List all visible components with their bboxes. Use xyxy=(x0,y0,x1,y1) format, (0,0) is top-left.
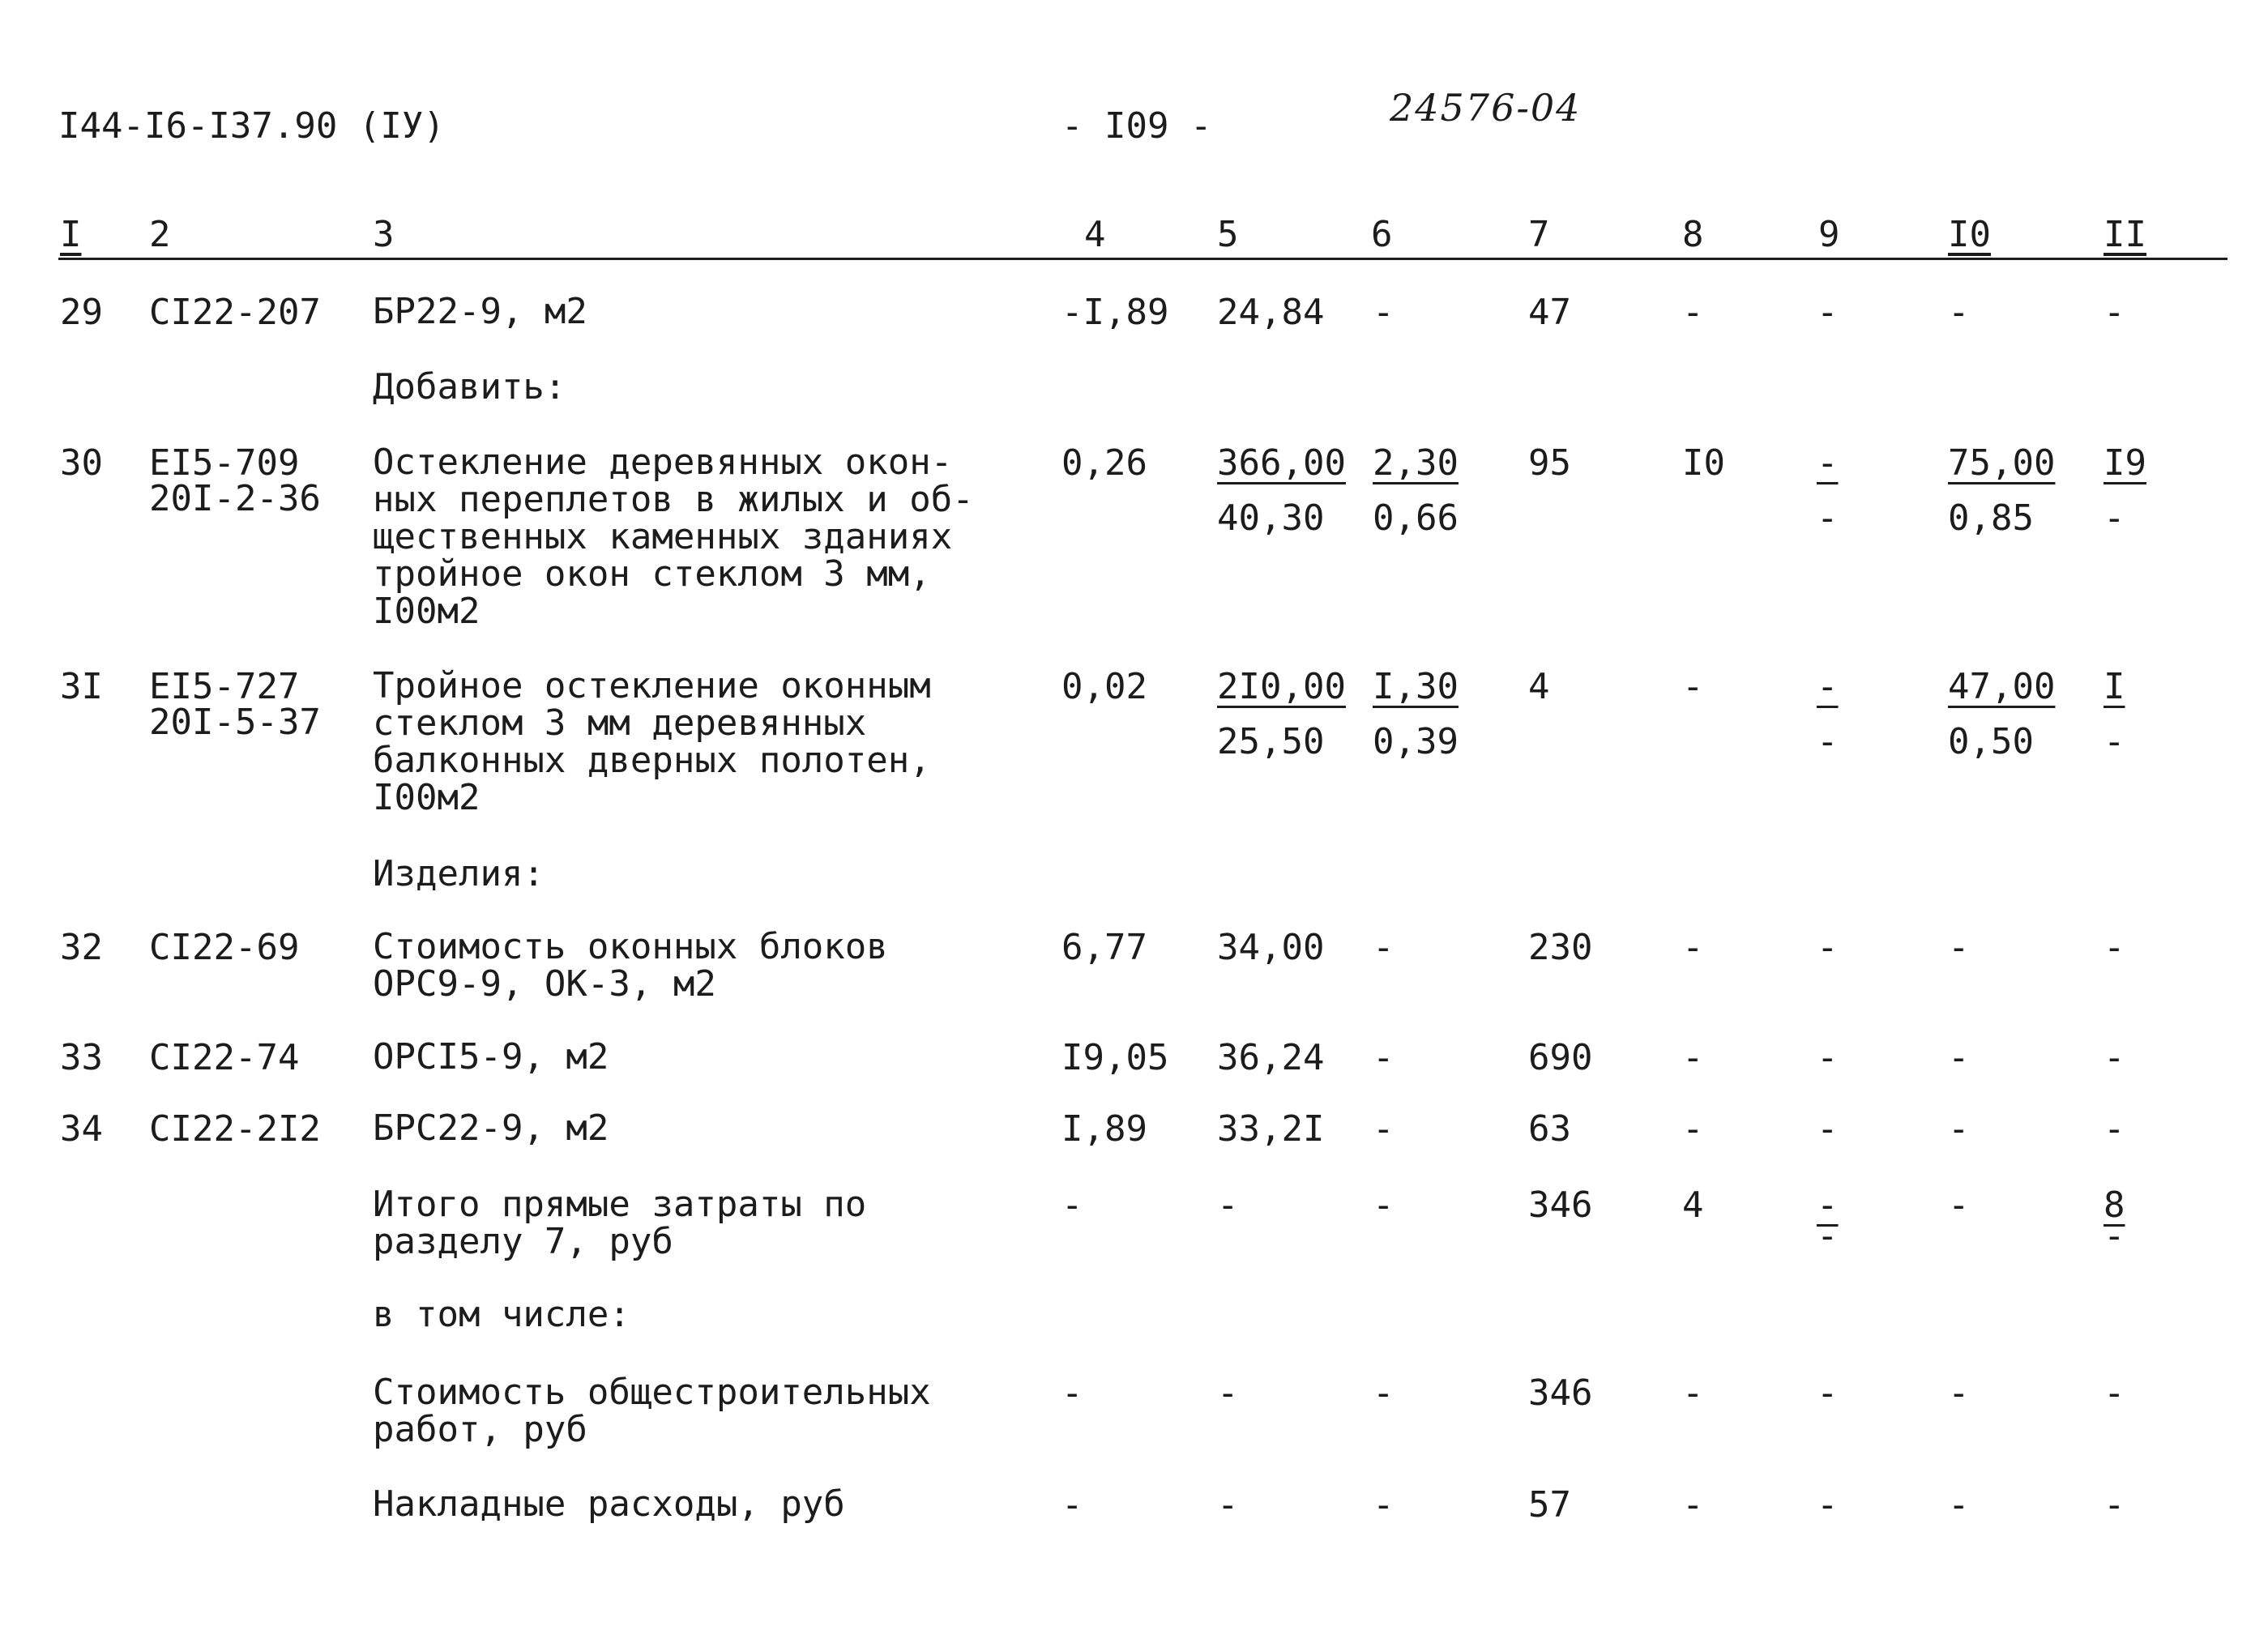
row-30-c6-bottom: 0,66 xyxy=(1373,497,1459,539)
row-33-c6: - xyxy=(1373,1037,1395,1078)
row-31-num: 3I xyxy=(60,666,103,707)
overhead-c7: 57 xyxy=(1528,1484,1571,1526)
row-32-num: 32 xyxy=(60,927,103,968)
column-header-9: 9 xyxy=(1818,214,1840,255)
row-33-c5: 36,24 xyxy=(1217,1037,1325,1078)
total-c11-bottom: - xyxy=(2104,1215,2125,1257)
overhead-c8: - xyxy=(1682,1484,1704,1526)
row-33-c4: I9,05 xyxy=(1061,1037,1169,1078)
section-label-items: Изделия: xyxy=(373,853,545,894)
row-30-c6-top: 2,30 xyxy=(1373,442,1459,484)
page-number: - I09 - xyxy=(1061,105,1212,147)
row-34-c4: I,89 xyxy=(1061,1108,1147,1150)
row-31-c10-bottom: 0,50 xyxy=(1948,721,2034,762)
overhead-c9: - xyxy=(1817,1484,1839,1526)
row-30-code-2: 20I-2-36 xyxy=(149,478,321,519)
total-c6: - xyxy=(1373,1184,1395,1226)
row-30-c7: 95 xyxy=(1528,442,1571,484)
general-works-c4: - xyxy=(1061,1372,1083,1414)
row-34-c5: 33,2I xyxy=(1217,1108,1325,1150)
row-32-desc: Стоимость оконных блоков ОРС9-9, ОК-3, м2 xyxy=(373,926,888,1005)
row-29-code: CI22-207 xyxy=(149,292,321,333)
document-code: I44-I6-I37.90 (IУ) xyxy=(58,105,445,147)
overhead-c5: - xyxy=(1217,1484,1239,1526)
row-34-num: 34 xyxy=(60,1108,103,1150)
total-c9-bottom: - xyxy=(1817,1215,1839,1257)
row-31-c6-bottom: 0,39 xyxy=(1373,721,1459,762)
row-31-code-1: EI5-727 xyxy=(149,666,300,707)
section-label-including: в том числе: xyxy=(373,1294,630,1335)
general-works-c6: - xyxy=(1373,1372,1395,1414)
row-29-c11: - xyxy=(2104,292,2125,333)
row-30-c8: I0 xyxy=(1682,442,1725,484)
row-30-c9-bottom: - xyxy=(1817,497,1839,539)
general-works-c10: - xyxy=(1948,1372,1970,1414)
column-header-7: 7 xyxy=(1528,214,1550,255)
row-30-desc: Остекление деревянных окон- ных переплетов в жилых и об- щественных каменных зданиях тройное окон стеклом 3 мм, I00м2 xyxy=(373,442,974,632)
row-33-c8: - xyxy=(1682,1037,1704,1078)
row-32-c4: 6,77 xyxy=(1061,927,1147,968)
total-c5: - xyxy=(1217,1184,1239,1226)
row-33-code: CI22-74 xyxy=(149,1037,300,1078)
column-header-1: I xyxy=(60,214,82,255)
row-29-c5: 24,84 xyxy=(1217,292,1325,333)
overhead-c6: - xyxy=(1373,1484,1395,1526)
overhead-c10: - xyxy=(1948,1484,1970,1526)
row-33-c9: - xyxy=(1817,1037,1839,1078)
row-31-c11-bottom: - xyxy=(2104,721,2125,762)
row-33-c7: 690 xyxy=(1528,1037,1593,1078)
row-30-code-1: EI5-709 xyxy=(149,442,300,484)
row-32-c5: 34,00 xyxy=(1217,927,1325,968)
row-34-code: CI22-2I2 xyxy=(149,1108,321,1150)
total-c10: - xyxy=(1948,1184,1970,1226)
row-30-c10-bottom: 0,85 xyxy=(1948,497,2034,539)
row-32-code: CI22-69 xyxy=(149,927,300,968)
row-34-desc: БРС22-9, м2 xyxy=(373,1107,609,1149)
row-29-num: 29 xyxy=(60,292,103,333)
row-29-c10: - xyxy=(1948,292,1970,333)
row-31-c6-top: I,30 xyxy=(1373,666,1459,707)
row-31-c11-top: I xyxy=(2104,666,2125,707)
row-31-c9-top: - xyxy=(1817,666,1839,707)
row-31-c8: - xyxy=(1682,666,1704,707)
row-32-c11: - xyxy=(2104,927,2125,968)
row-29-c6: - xyxy=(1373,292,1395,333)
row-32-c8: - xyxy=(1682,927,1704,968)
column-header-3: 3 xyxy=(373,214,395,255)
row-32-c9: - xyxy=(1817,927,1839,968)
column-header-4: 4 xyxy=(1084,214,1106,255)
total-c4: - xyxy=(1061,1184,1083,1226)
row-32-c6: - xyxy=(1373,927,1395,968)
total-c9-top: - xyxy=(1817,1184,1839,1226)
row-34-c6: - xyxy=(1373,1108,1395,1150)
general-works-c5: - xyxy=(1217,1372,1239,1414)
header-rule xyxy=(58,258,2227,260)
column-header-11: II xyxy=(2104,214,2146,255)
row-30-c5-bottom: 40,30 xyxy=(1217,497,1325,539)
row-34-c9: - xyxy=(1817,1108,1839,1150)
column-header-5: 5 xyxy=(1217,214,1239,255)
total-c7: 346 xyxy=(1528,1184,1593,1226)
column-header-10: I0 xyxy=(1948,214,1991,255)
row-31-c5-bottom: 25,50 xyxy=(1217,721,1325,762)
row-33-desc: ОРСI5-9, м2 xyxy=(373,1036,609,1078)
general-works-c8: - xyxy=(1682,1372,1704,1414)
row-30-c4: 0,26 xyxy=(1061,442,1147,484)
row-33-c10: - xyxy=(1948,1037,1970,1078)
column-header-2: 2 xyxy=(149,214,171,255)
row-30-c10-top: 75,00 xyxy=(1948,442,2056,484)
general-works-desc: Стоимость общестроительных работ, руб xyxy=(373,1372,931,1450)
overhead-c11: - xyxy=(2104,1484,2125,1526)
row-34-c8: - xyxy=(1682,1108,1704,1150)
row-29-desc: БР22-9, м2 xyxy=(373,291,587,332)
section-label-add: Добавить: xyxy=(373,366,566,408)
row-33-num: 33 xyxy=(60,1037,103,1078)
row-31-code-2: 20I-5-37 xyxy=(149,702,321,743)
general-works-c11: - xyxy=(2104,1372,2125,1414)
row-30-c9-top: - xyxy=(1817,442,1839,484)
row-29-c7: 47 xyxy=(1528,292,1571,333)
total-c8: 4 xyxy=(1682,1184,1704,1226)
handwritten-number: 24576-04 xyxy=(1390,86,1582,130)
row-30-c11-bottom: - xyxy=(2104,497,2125,539)
row-31-c4: 0,02 xyxy=(1061,666,1147,707)
row-32-c10: - xyxy=(1948,927,1970,968)
row-31-c10-top: 47,00 xyxy=(1948,666,2056,707)
column-header-8: 8 xyxy=(1682,214,1704,255)
row-34-c10: - xyxy=(1948,1108,1970,1150)
total-desc: Итого прямые затраты по разделу 7, руб xyxy=(373,1184,867,1262)
total-c11-top: 8 xyxy=(2104,1184,2125,1226)
row-31-c9-bottom: - xyxy=(1817,721,1839,762)
row-30-c11-top: I9 xyxy=(2104,442,2146,484)
row-34-c7: 63 xyxy=(1528,1108,1571,1150)
column-header-6: 6 xyxy=(1371,214,1393,255)
row-29-c9: - xyxy=(1817,292,1839,333)
row-33-c11: - xyxy=(2104,1037,2125,1078)
row-31-c5-top: 2I0,00 xyxy=(1217,666,1346,707)
row-30-c5-top: 366,00 xyxy=(1217,442,1346,484)
row-29-c4: -I,89 xyxy=(1061,292,1169,333)
row-32-c7: 230 xyxy=(1528,927,1593,968)
general-works-c7: 346 xyxy=(1528,1372,1593,1414)
row-30-num: 30 xyxy=(60,442,103,484)
row-31-c7: 4 xyxy=(1528,666,1550,707)
row-34-c11: - xyxy=(2104,1108,2125,1150)
general-works-c9: - xyxy=(1817,1372,1839,1414)
overhead-desc: Накладные расходы, руб xyxy=(373,1483,845,1525)
overhead-c4: - xyxy=(1061,1484,1083,1526)
row-29-c8: - xyxy=(1682,292,1704,333)
row-31-desc: Тройное остекление оконным стеклом 3 мм деревянных балконных дверных полотен, I00м2 xyxy=(373,665,931,818)
